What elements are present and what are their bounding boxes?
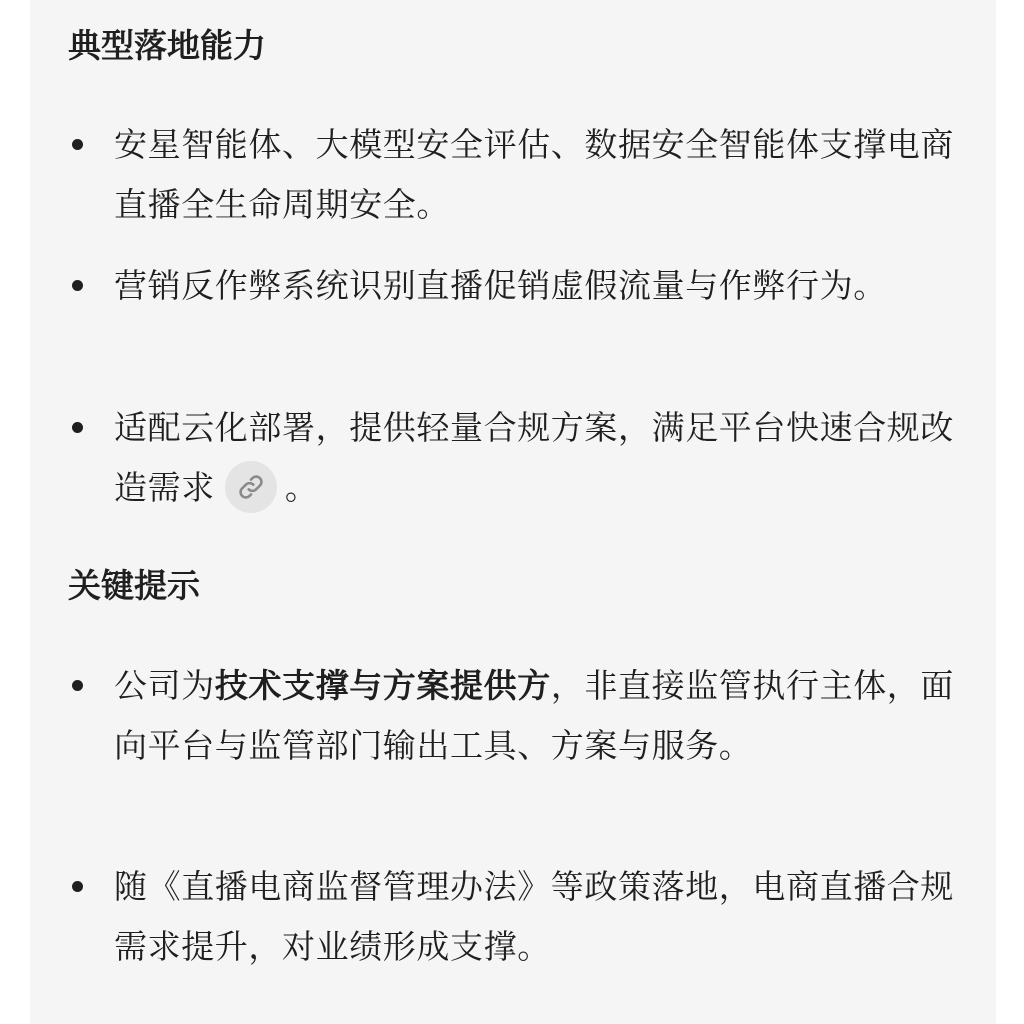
- list-item-prefix: 公司为: [114, 666, 215, 705]
- section-title-capabilities: 典型落地能力: [68, 26, 266, 65]
- bullet-dot: [72, 139, 83, 150]
- list-item-text: 营销反作弊系统识别直播促销虚假流量与作弊行为。: [114, 266, 887, 305]
- list-item-text: [114, 656, 962, 776]
- link-icon[interactable]: [225, 461, 277, 513]
- list-item-text-tail: 。: [284, 468, 319, 507]
- list-item-suffix: ，非直接监管执行主体，面向平台与监管部门输出工具、方案与服务。: [114, 666, 955, 765]
- list-item-text: 随《直播电商监督管理办法》等政策落地，电商直播合规需求提升，对业绩形成支撑。: [114, 867, 954, 966]
- list-item-text: [114, 398, 962, 518]
- bullet-dot: [72, 680, 83, 691]
- list-item-text-main: 适配云化部署，提供轻量合规方案，满足平台快速合规改造需求: [114, 408, 954, 507]
- list-item-text: 安星智能体、大模型安全评估、数据安全智能体支撑电商直播全生命周期安全。: [114, 125, 954, 224]
- bullet-dot: [72, 881, 83, 892]
- list-item-bold: 技术支撑与方案提供方: [214, 666, 551, 705]
- bullet-dot: [72, 280, 83, 291]
- message-panel: [30, 0, 996, 1024]
- section-title-tips: 关键提示: [68, 566, 200, 605]
- bullet-dot: [72, 422, 83, 433]
